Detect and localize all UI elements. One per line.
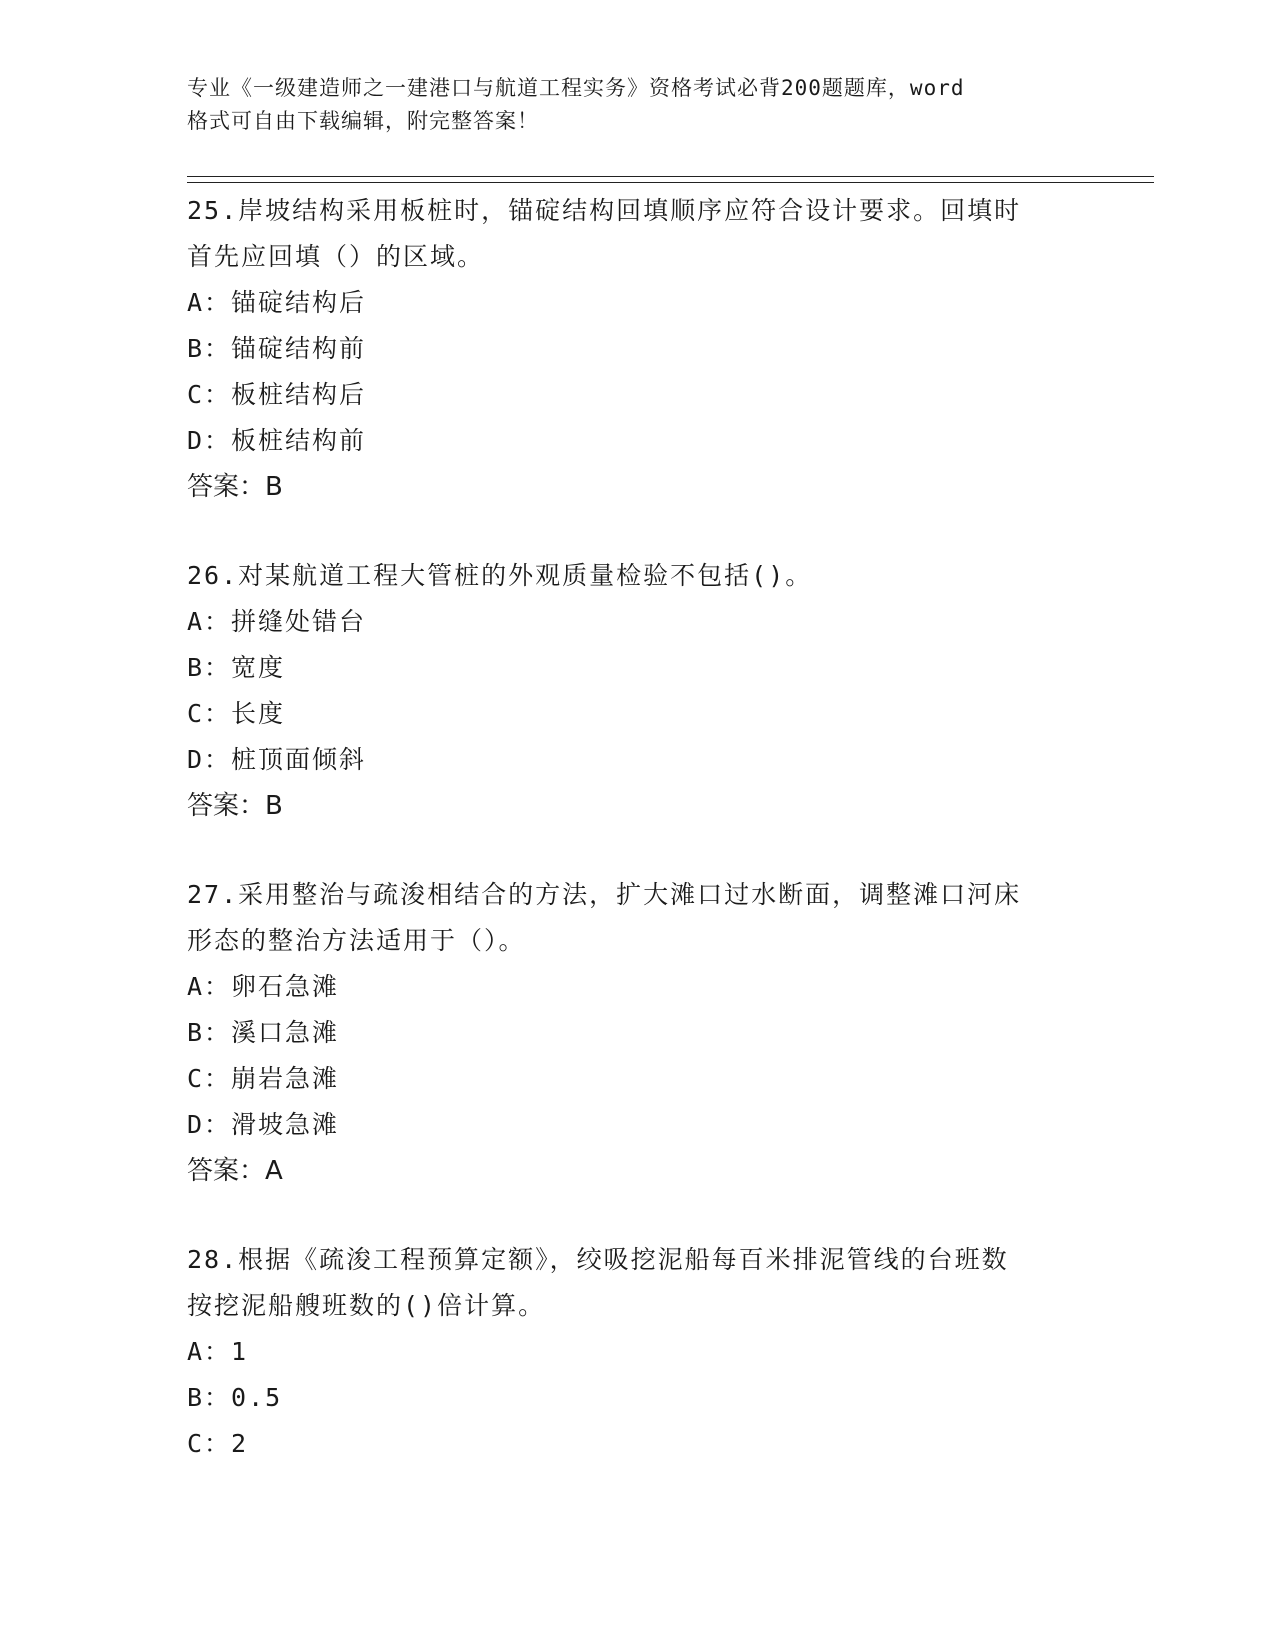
option-d: D：桩顶面倾斜 [187,745,367,774]
question-stem-line-1: 25.岸坡结构采用板桩时，锚碇结构回填顺序应符合设计要求。回填时 [187,196,1022,225]
question-stem-line-2: 首先应回填（）的区域。 [187,242,485,271]
header-divider-bottom [187,182,1154,183]
header-line-1: 专业《一级建造师之一建港口与航道工程实务》资格考试必背200题题库，word [187,76,965,100]
question-stem-line-1: 27.采用整治与疏浚相结合的方法，扩大滩口过水断面，调整滩口河床 [187,880,1022,909]
option-a: A：拼缝处错台 [187,607,367,636]
option-d: D：板桩结构前 [187,426,367,455]
header-divider-top [187,176,1154,177]
option-c: C：2 [187,1429,249,1458]
question-stem-line-2: 按挖泥船艘班数的()倍计算。 [187,1291,546,1320]
question-27 [187,872,1087,1194]
option-a: A：1 [187,1337,249,1366]
question-stem-line-2: 形态的整治方法适用于（）。 [187,926,526,955]
question-stem-line-1: 28.根据《疏浚工程预算定额》，绞吸挖泥船每百米排泥管线的台班数 [187,1245,1009,1274]
option-a: A：卵石急滩 [187,972,340,1001]
answer: 答案：B [187,472,283,502]
header-line-2: 格式可自由下载编辑，附完整答案！ [187,109,539,133]
option-d: D：滑坡急滩 [187,1110,340,1139]
option-b: B：宽度 [187,653,286,682]
option-c: C：长度 [187,699,286,728]
question-28 [187,1237,1087,1467]
option-c: C：板桩结构后 [187,380,367,409]
question-25 [187,188,1087,510]
option-b: B：锚碇结构前 [187,334,367,363]
option-a: A：锚碇结构后 [187,288,367,317]
question-26 [187,553,1087,829]
answer: 答案：A [187,1156,283,1186]
option-c: C：崩岩急滩 [187,1064,340,1093]
option-b: B：0.5 [187,1383,283,1412]
question-stem-line-1: 26.对某航道工程大管桩的外观质量检验不包括()。 [187,561,813,590]
option-b: B：溪口急滩 [187,1018,340,1047]
answer: 答案：B [187,791,283,821]
document-header [187,72,1067,138]
